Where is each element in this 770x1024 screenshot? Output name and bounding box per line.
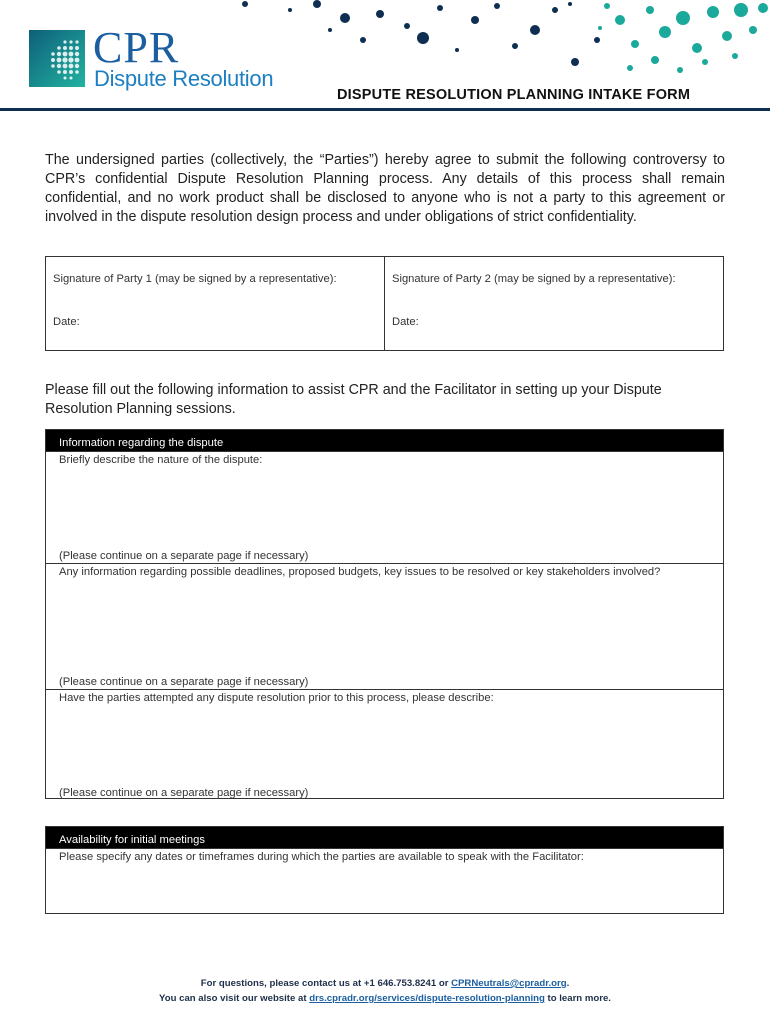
field-note: (Please continue on a separate page if necessary) xyxy=(59,550,309,562)
logo-subtitle: Dispute Resolution xyxy=(94,66,274,91)
signature-table xyxy=(45,256,724,351)
footer xyxy=(0,976,770,1006)
party2-signature-label: Signature of Party 2 (may be signed by a representative): xyxy=(392,273,676,285)
field-question: Briefly describe the nature of the dispute: xyxy=(59,454,263,466)
prior-resolution-field[interactable] xyxy=(46,689,723,800)
footer-learn-more-text: to learn more. xyxy=(544,993,611,1004)
availability-heading: Availability for initial meetings xyxy=(46,827,723,848)
footer-contact-text: For questions, please contact us at +1 646.753.8241 or xyxy=(200,978,452,989)
email-link[interactable]: CPRNeutrals@cpradr.org xyxy=(451,978,567,989)
form-title: DISPUTE RESOLUTION PLANNING INTAKE FORM xyxy=(337,87,691,103)
decorative-dots-graphic xyxy=(235,0,770,80)
dispute-nature-field[interactable] xyxy=(46,451,723,563)
party1-signature-label: Signature of Party 1 (may be signed by a representative): xyxy=(53,273,337,285)
party2-signature-cell[interactable] xyxy=(384,257,723,350)
logo-title: CPR xyxy=(93,23,180,72)
footer-contact-line xyxy=(0,976,770,991)
intro-paragraph: The undersigned parties (collectively, the “Parties”) hereby agree to submit the following controversy to CPR’s confidential Dispute Resolution Planning process. Any details of this process shall remain confidential, and no work product shall be disclosed to anyone who is not a party to this agreement or involved in the dispute resolution design process and under obligations of strict confidentiality. xyxy=(45,152,725,225)
footer-period: . xyxy=(566,978,570,989)
field-question: Have the parties attempted any dispute resolution prior to this process, please describe: xyxy=(59,692,494,704)
party1-signature-cell[interactable] xyxy=(46,257,384,350)
availability-field[interactable] xyxy=(46,848,723,914)
party2-date-label: Date: xyxy=(392,316,419,328)
footer-website-line xyxy=(0,991,770,1006)
party1-date-label: Date: xyxy=(53,316,80,328)
field-question: Any information regarding possible deadlines, proposed budgets, key issues to be resolved or key stakeholders involved? xyxy=(59,566,661,578)
field-question: Please specify any dates or timeframes during which the parties are available to speak with the Facilitator: xyxy=(59,851,584,863)
deadlines-budgets-field[interactable] xyxy=(46,563,723,689)
footer-website-text: You can also visit our website at xyxy=(159,993,310,1004)
header-divider xyxy=(0,108,770,111)
field-note: (Please continue on a separate page if necessary) xyxy=(59,676,309,688)
cpr-logo-icon xyxy=(29,30,85,87)
field-note: (Please continue on a separate page if necessary) xyxy=(59,787,309,799)
availability-section xyxy=(45,826,724,914)
website-link[interactable]: drs.cpradr.org/services/dispute-resolution-planning xyxy=(309,993,545,1004)
instructions-paragraph: Please fill out the following information to assist CPR and the Facilitator in setting up your Dispute Resolution Planning sessions. xyxy=(45,382,662,417)
dispute-info-section xyxy=(45,429,724,799)
dispute-info-heading: Information regarding the dispute xyxy=(46,430,723,451)
